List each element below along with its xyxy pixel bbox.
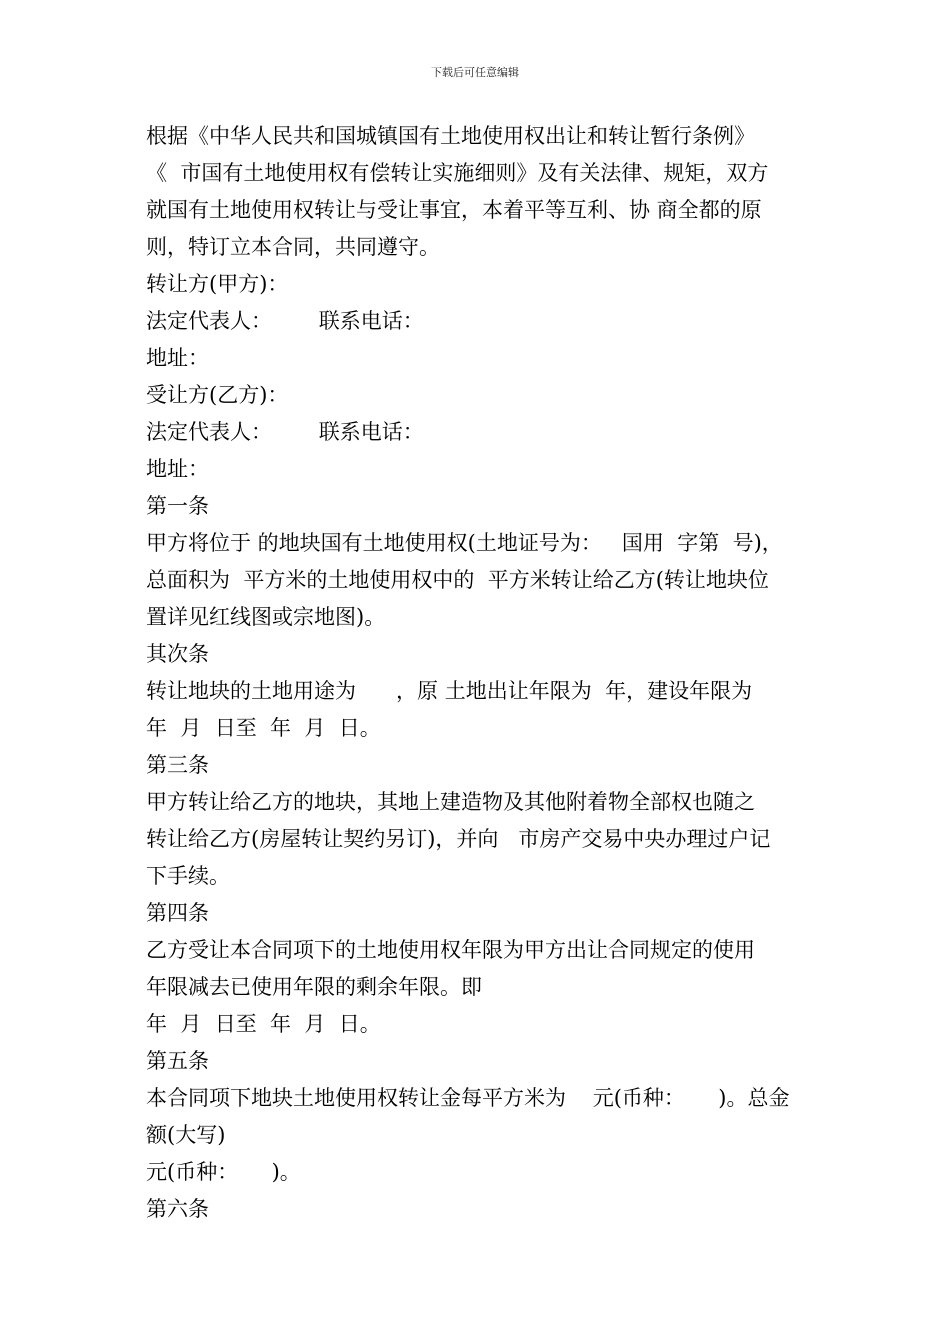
transferor-label: 转让方(甲方)： [146,272,289,296]
article-1-line-2: 总面积为 平方米的土地使用权中的 平方米转让给乙方(转让地块位 [146,568,769,592]
preamble-line-3: 就国有土地使用权转让与受让事宜，本着平等互利、协 商全都的原 [146,198,762,222]
header-note: 下载后可任意编辑 [431,66,519,79]
article-1-heading: 第一条 [146,494,209,518]
article-5-line-2: 额(大写) [146,1123,226,1147]
preamble-line-2: 《 市国有土地使用权有偿转让实施细则》及有关法律、规矩，双方 [146,161,769,185]
transferee-address: 地址： [146,457,209,481]
article-4-line-1: 乙方受让本合同项下的土地使用权年限为甲方出让合同规定的使用 [146,938,755,962]
article-3-line-3: 下手续。 [146,864,230,888]
transferee-label: 受让方(乙方)： [146,383,289,407]
article-5-line-3: 元(币种： )。 [146,1160,301,1184]
article-1-line-1: 甲方将位于 的地块国有土地使用权(土地证号为： 国用 字第 号)， [146,531,783,555]
preamble-line-4: 则，特订立本合同，共同遵守。 [146,235,440,259]
article-2-line-1: 转让地块的土地用途为 ，原 土地出让年限为 年，建设年限为 [146,679,753,703]
article-5-heading: 第五条 [146,1049,209,1073]
article-6-heading: 第六条 [146,1197,209,1221]
article-3-line-2: 转让给乙方(房屋转让契约另订)，并向 市房产交易中央办理过户记 [146,827,771,851]
transferor-address: 地址： [146,346,209,370]
article-4-line-2: 年限减去已使用年限的剩余年限。即 [146,975,482,999]
article-5-line-1: 本合同项下地块土地使用权转让金每平方米为 元(币种： )。总金 [146,1086,790,1110]
article-2-line-2: 年 月 日至 年 月 日。 [146,716,381,740]
article-4-line-3: 年 月 日至 年 月 日。 [146,1012,381,1036]
article-3-line-1: 甲方转让给乙方的地块，其地上建造物及其他附着物全部权也随之 [146,790,755,814]
contract-body [146,118,808,1228]
transferor-representative-phone: 法定代表人： 联系电话： [146,309,424,333]
article-3-heading: 第三条 [146,753,209,777]
article-4-heading: 第四条 [146,901,209,925]
article-2-heading: 其次条 [146,642,209,666]
preamble-line-1: 根据《中华人民共和国城镇国有土地使用权出让和转让暂行条例》 [146,124,755,148]
article-1-line-3: 置详见红线图或宗地图)。 [146,605,386,629]
transferee-representative-phone: 法定代表人： 联系电话： [146,420,424,444]
